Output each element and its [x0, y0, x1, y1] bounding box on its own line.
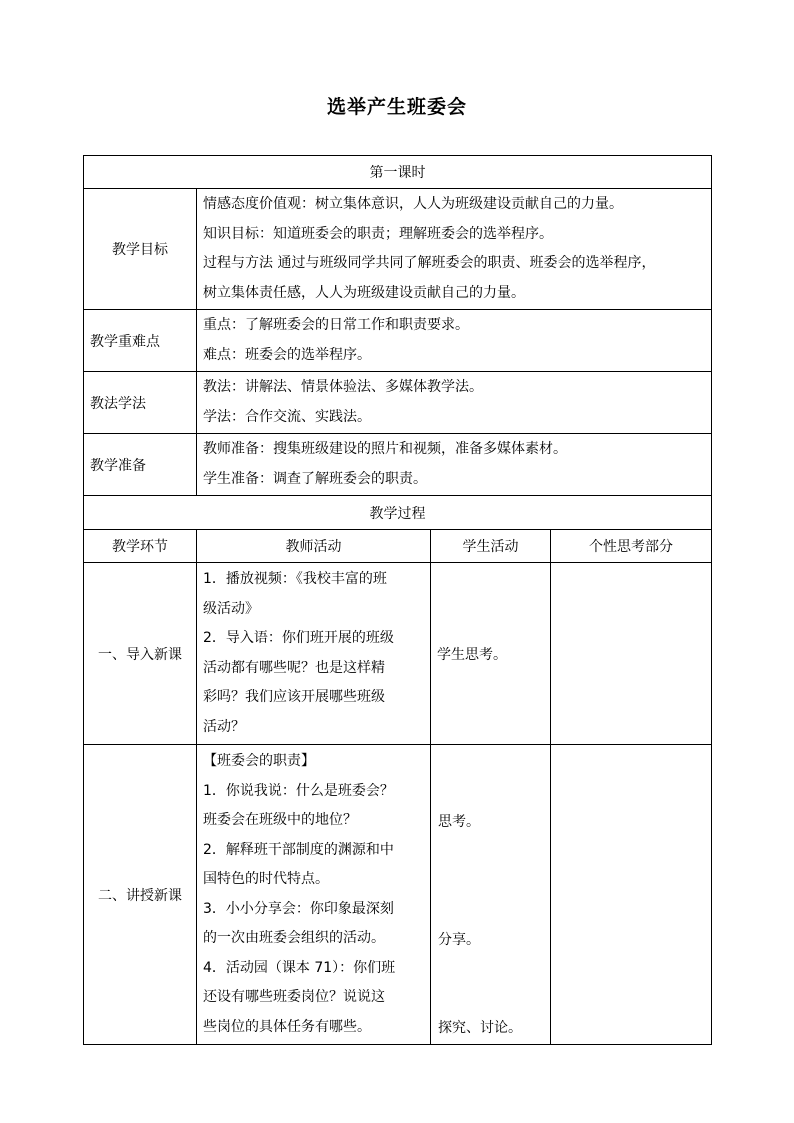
column-header: 个性思考部分 [551, 530, 712, 563]
teacher-line: 些岗位的具体任务有哪些。 [203, 1018, 371, 1035]
student-line: 分享。 [438, 932, 480, 948]
teacher-line: 2．解释班干部制度的渊源和中 [203, 841, 394, 858]
teacher-activity [197, 745, 431, 1045]
info-content [197, 434, 712, 496]
process-header: 教学过程 [84, 496, 712, 530]
student-line: 思考。 [438, 814, 480, 830]
teacher-line: 活动都有哪些呢？也是这样精 [203, 659, 385, 676]
info-line: 难点：班委会的选举程序。 [203, 346, 371, 363]
info-label: 教学准备 [84, 434, 197, 496]
student-activity [431, 745, 551, 1045]
step-row [84, 745, 712, 1045]
info-line: 学生准备：调查了解班委会的职责。 [203, 470, 427, 487]
personal-thinking [551, 745, 712, 1045]
teacher-line: 彩吗？我们应该开展哪些班级 [203, 689, 385, 705]
teacher-line: 的一次由班委会组织的活动。 [203, 930, 385, 946]
teacher-line: 4．活动园（课本 71）：你们班 [203, 959, 396, 976]
column-header: 学生活动 [431, 530, 551, 563]
info-label: 教学目标 [84, 189, 197, 310]
teacher-line: 班委会在班级中的地位？ [203, 812, 357, 828]
student-line: 探究、讨论。 [438, 1020, 522, 1036]
column-header-row [84, 530, 712, 563]
info-line: 重点：了解班委会的日常工作和职责要求。 [203, 317, 469, 333]
teacher-line: 活动？ [203, 718, 245, 735]
info-row-key-points [84, 310, 712, 372]
teacher-line: 还设有哪些班委岗位？说说这 [203, 989, 385, 1005]
info-line: 学法：合作交流、实践法。 [203, 408, 371, 425]
info-line: 教法：讲解法、情景体验法、多媒体教学法。 [203, 379, 483, 395]
info-label: 教学重难点 [84, 310, 197, 372]
step-row [84, 563, 712, 745]
teacher-line: 国特色的时代特点。 [203, 871, 329, 887]
info-content [197, 310, 712, 372]
info-row-objectives [84, 189, 712, 310]
column-header: 教学环节 [84, 530, 197, 563]
info-line: 教师准备：搜集班级建设的照片和视频，准备多媒体素材。 [203, 441, 567, 457]
student-line: 学生思考。 [437, 646, 507, 663]
document-title: 选举产生班委会 [326, 96, 467, 118]
info-row-methods [84, 372, 712, 434]
info-line: 情感态度价值观：树立集体意识，人人为班级建设贡献自己的力量。 [203, 196, 623, 212]
lesson-plan-table [83, 155, 712, 1045]
info-line: 树立集体责任感，人人为班级建设贡献自己的力量。 [203, 284, 525, 301]
column-header: 教师活动 [197, 530, 431, 563]
stage-label: 一、导入新课 [84, 563, 197, 745]
teacher-line: 3．小小分享会：你印象最深刻 [203, 900, 394, 917]
info-content [197, 372, 712, 434]
info-content [197, 189, 712, 310]
teacher-line: 1．你说我说：什么是班委会？ [203, 782, 394, 799]
info-line: 过程与方法 通过与班级同学共同了解班委会的职责、班委会的选举程序， [203, 255, 656, 271]
teacher-line: 级活动》 [203, 600, 259, 617]
teacher-activity [197, 563, 431, 745]
info-line: 知识目标：知道班委会的职责；理解班委会的选举程序。 [203, 225, 553, 242]
info-row-preparation [84, 434, 712, 496]
teacher-line: 2．导入语：你们班开展的班级 [203, 630, 394, 646]
stage-label: 二、讲授新课 [84, 745, 197, 1045]
personal-thinking [551, 563, 712, 745]
info-label: 教法学法 [84, 372, 197, 434]
teacher-line: 1．播放视频：《我校丰富的班 [203, 571, 387, 587]
period-header: 第一课时 [84, 156, 712, 189]
teacher-line: 【班委会的职责】 [203, 753, 315, 769]
student-activity [431, 563, 551, 745]
